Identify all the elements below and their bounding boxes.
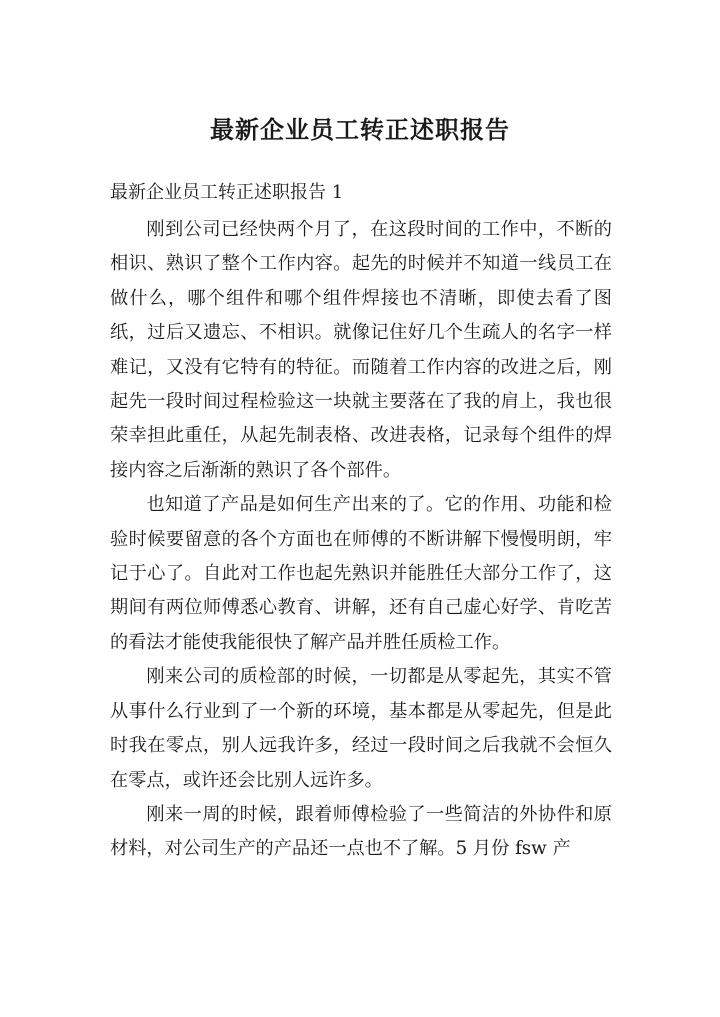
paragraph: 刚到公司已经快两个月了，在这段时间的工作中，不断的相识、熟识了整个工作内容。起先的时候并不知道一线员工在做什么，哪个组件和哪个组件焊接也不清晰，即使去看了图纸，过后又遗忘、不相识。就像记住好几个生疏人的名字一样难记，又没有它特有的特征。而随着工作内容的改进之后，刚起先一段时间过程检验这一块就主要落在了我的肩上，我也很荣幸担此重任，从起先制表格、改进表格，记录每个组件的焊接内容之后渐渐的熟识了各个部件。 (110, 219, 612, 481)
document-title: 最新企业员工转正述职报告 (210, 115, 510, 144)
paragraph: 也知道了产品是如何生产出来的了。它的作用、功能和检验时候要留意的各个方面也在师傅的不断讲解下慢慢明朗，牢记于心了。自此对工作也起先熟识并能胜任大部分工作了，这期间有两位师傅悉心教育、讲解，还有自己虚心好学、肯吃苦的看法才能使我能很快了解产品并胜任质检工作。 (110, 494, 612, 653)
paragraph: 刚来一周的时候，跟着师傅检验了一些简洁的外协件和原材料，对公司生产的产品还一点也不了解。5 月份 fsw 产 (110, 803, 612, 860)
section-heading: 最新企业员工转正述职报告 1 (110, 182, 344, 203)
paragraph: 刚来公司的质检部的时候，一切都是从零起先，其实不管从事什么行业到了一个新的环境，基本都是从零起先，但是此时我在零点，别人远我许多，经过一段时间之后我就不会恒久在零点，或许还会比别人远许多。 (110, 666, 612, 791)
document-body (110, 213, 612, 867)
